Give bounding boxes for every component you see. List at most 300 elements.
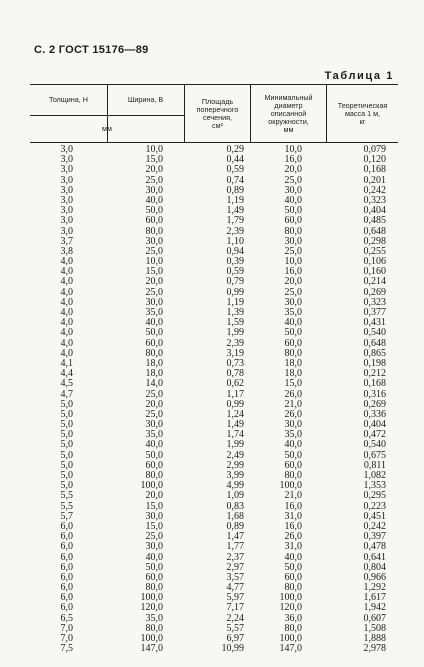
- table-header: [30, 84, 398, 143]
- cell-mass: 0,397: [363, 531, 386, 543]
- cell-width: 60,0: [145, 215, 163, 227]
- cell-area: 1,77: [226, 541, 244, 553]
- cell-mass: 0,160: [363, 266, 386, 278]
- cell-width: 50,0: [145, 449, 163, 461]
- cell-diameter: 100,0: [279, 633, 302, 644]
- cell-width: 30,0: [145, 184, 163, 196]
- cell-area: 0,59: [226, 164, 244, 176]
- cell-width: 60,0: [145, 337, 163, 349]
- cell-width: 20,0: [145, 398, 163, 410]
- cell-thickness: 5,7: [60, 510, 73, 522]
- cell-width: 35,0: [145, 612, 163, 624]
- cell-thickness: 6,0: [60, 602, 73, 614]
- table-row: [30, 440, 398, 450]
- cell-mass: 0,198: [363, 357, 386, 369]
- table-row: [30, 583, 398, 593]
- cell-width: 80,0: [145, 225, 163, 237]
- page-header: С. 2 ГОСТ 15176—89: [34, 44, 149, 56]
- cell-mass: 0,120: [363, 154, 386, 166]
- cell-mass: 0,168: [363, 164, 386, 176]
- cell-mass: 0,472: [363, 429, 386, 441]
- cell-mass: 0,323: [363, 194, 386, 206]
- cell-width: 25,0: [145, 531, 163, 543]
- cell-width: 35,0: [145, 307, 163, 318]
- table-row: [30, 328, 398, 338]
- cell-thickness: 5,5: [60, 490, 73, 502]
- cell-diameter: 40,0: [284, 194, 302, 206]
- cell-width: 40,0: [145, 551, 163, 563]
- table-row: [30, 593, 398, 603]
- cell-diameter: 25,0: [284, 245, 302, 257]
- cell-diameter: 10,0: [284, 144, 302, 155]
- cell-width: 100,0: [140, 480, 163, 492]
- cell-diameter: 40,0: [284, 551, 302, 563]
- cell-area: 0,83: [226, 500, 244, 512]
- cell-area: 1,68: [226, 510, 244, 522]
- cell-mass: 0,648: [363, 225, 386, 237]
- cell-width: 40,0: [145, 317, 163, 329]
- table-row: [30, 277, 398, 287]
- table-row: [30, 502, 398, 512]
- table-row: [30, 196, 398, 206]
- cell-area: 2,49: [226, 449, 244, 461]
- table-row: [30, 553, 398, 563]
- cell-width: 10,0: [145, 256, 163, 268]
- cell-mass: 0,540: [363, 327, 386, 339]
- table-row: [30, 318, 398, 328]
- cell-thickness: 4,4: [60, 368, 73, 380]
- cell-mass: 0,431: [363, 317, 386, 329]
- header-mass-line: кг: [359, 116, 366, 126]
- table-row: [30, 298, 398, 308]
- cell-diameter: 50,0: [284, 449, 302, 461]
- table-caption: Таблица 1: [324, 70, 394, 82]
- cell-diameter: 80,0: [284, 582, 302, 594]
- cell-width: 50,0: [145, 327, 163, 339]
- table-row: [30, 390, 398, 400]
- cell-thickness: 4,0: [60, 327, 73, 339]
- cell-mass: 1,888: [363, 633, 386, 644]
- cell-area: 1,10: [226, 235, 244, 247]
- cell-width: 15,0: [145, 500, 163, 512]
- cell-mass: 0,451: [363, 510, 386, 522]
- cell-area: 0,74: [226, 174, 244, 186]
- cell-diameter: 20,0: [284, 276, 302, 288]
- header-unit-mm: мм: [102, 124, 112, 133]
- cell-mass: 0,079: [363, 144, 386, 155]
- cell-diameter: 30,0: [284, 235, 302, 247]
- cell-mass: 0,478: [363, 541, 386, 553]
- cell-diameter: 18,0: [284, 368, 302, 380]
- table-row: [30, 522, 398, 532]
- cell-area: 1,09: [226, 490, 244, 502]
- cell-width: 25,0: [145, 286, 163, 298]
- cell-area: 1,24: [226, 408, 244, 420]
- table-row: [30, 288, 398, 298]
- header-area-line: поперечного: [196, 104, 239, 114]
- cell-area: 3,99: [226, 470, 244, 481]
- table-row: [30, 614, 398, 624]
- cell-area: 3,57: [226, 571, 244, 583]
- cell-width: 50,0: [145, 561, 163, 573]
- table-row: [30, 644, 398, 654]
- table-row: [30, 308, 398, 318]
- cell-width: 18,0: [145, 357, 163, 369]
- table-row: [30, 400, 398, 410]
- cell-mass: 2,978: [363, 643, 386, 655]
- cell-mass: 0,804: [363, 561, 386, 573]
- header-diameter-line: описанной: [270, 108, 307, 118]
- cell-thickness: 3,0: [60, 215, 73, 227]
- header-mass-line: масса 1 м,: [344, 108, 381, 118]
- cell-diameter: 20,0: [284, 164, 302, 176]
- table-row: [30, 430, 398, 440]
- cell-area: 1,49: [226, 419, 244, 431]
- cell-mass: 0,641: [363, 551, 386, 563]
- cell-thickness: 3,0: [60, 144, 73, 155]
- cell-thickness: 5,0: [60, 408, 73, 420]
- cell-thickness: 6,0: [60, 592, 73, 604]
- cell-mass: 1,353: [363, 480, 386, 492]
- header-area: [185, 85, 250, 142]
- cell-width: 25,0: [145, 408, 163, 420]
- cell-thickness: 4,7: [60, 388, 73, 400]
- table-row: [30, 603, 398, 613]
- cell-area: 0,59: [226, 266, 244, 278]
- cell-thickness: 4,0: [60, 286, 73, 298]
- table-row: [30, 542, 398, 552]
- header-thickness: Толщина, Н: [49, 95, 88, 104]
- cell-diameter: 60,0: [284, 459, 302, 471]
- header-diameter: [251, 85, 326, 142]
- cell-area: 0,29: [226, 144, 244, 155]
- cell-area: 1,49: [226, 205, 244, 217]
- cell-thickness: 4,0: [60, 296, 73, 308]
- cell-mass: 1,292: [363, 582, 386, 594]
- cell-diameter: 30,0: [284, 296, 302, 308]
- cell-thickness: 5,0: [60, 439, 73, 451]
- cell-area: 0,44: [226, 154, 244, 166]
- table-row: [30, 186, 398, 196]
- cell-thickness: 7,5: [60, 643, 73, 655]
- cell-width: 30,0: [145, 510, 163, 522]
- cell-thickness: 3,7: [60, 235, 73, 247]
- cell-width: 80,0: [145, 470, 163, 481]
- table-row: [30, 451, 398, 461]
- cell-mass: 1,082: [363, 470, 386, 481]
- cell-area: 0,94: [226, 245, 244, 257]
- cell-thickness: 3,0: [60, 154, 73, 166]
- cell-area: 1,19: [226, 296, 244, 308]
- header-area-line: Площадь: [201, 96, 234, 106]
- cell-area: 1,19: [226, 194, 244, 206]
- cell-width: 120,0: [140, 602, 163, 614]
- cell-thickness: 5,0: [60, 459, 73, 471]
- cell-width: 30,0: [145, 541, 163, 553]
- cell-area: 2,99: [226, 459, 244, 471]
- cell-width: 18,0: [145, 368, 163, 380]
- cell-area: 1,79: [226, 215, 244, 227]
- cell-diameter: 50,0: [284, 561, 302, 573]
- cell-width: 10,0: [145, 144, 163, 155]
- cell-diameter: 16,0: [284, 154, 302, 166]
- cell-diameter: 100,0: [279, 592, 302, 604]
- cell-mass: 0,298: [363, 235, 386, 247]
- cell-mass: 0,255: [363, 245, 386, 257]
- cell-diameter: 21,0: [284, 398, 302, 410]
- header-mass-line: Теоретическая: [337, 100, 388, 110]
- cell-width: 30,0: [145, 235, 163, 247]
- cell-thickness: 3,0: [60, 174, 73, 186]
- cell-mass: 0,214: [363, 276, 386, 288]
- cell-diameter: 26,0: [284, 408, 302, 420]
- cell-diameter: 30,0: [284, 184, 302, 196]
- cell-mass: 0,404: [363, 419, 386, 431]
- cell-mass: 0,336: [363, 408, 386, 420]
- cell-diameter: 31,0: [284, 510, 302, 522]
- header-diameter-line: окружности,: [268, 116, 309, 126]
- cell-diameter: 40,0: [284, 439, 302, 451]
- cell-area: 0,78: [226, 368, 244, 380]
- cell-thickness: 7,0: [60, 622, 73, 634]
- cell-thickness: 4,0: [60, 337, 73, 349]
- cell-width: 60,0: [145, 459, 163, 471]
- cell-diameter: 147,0: [279, 643, 302, 655]
- cell-width: 14,0: [145, 378, 163, 390]
- table-body: [30, 145, 398, 654]
- cell-area: 6,97: [226, 633, 244, 644]
- cell-width: 30,0: [145, 419, 163, 431]
- header-mass: [327, 85, 398, 142]
- cell-width: 147,0: [140, 643, 163, 655]
- cell-diameter: 80,0: [284, 225, 302, 237]
- cell-diameter: 120,0: [279, 602, 302, 614]
- cell-area: 0,73: [226, 357, 244, 369]
- cell-diameter: 60,0: [284, 337, 302, 349]
- cell-mass: 0,242: [363, 520, 386, 532]
- table-row: [30, 216, 398, 226]
- table-row: [30, 227, 398, 237]
- cell-thickness: 4,0: [60, 317, 73, 329]
- cell-area: 5,57: [226, 622, 244, 634]
- cell-thickness: 6,0: [60, 582, 73, 594]
- cell-thickness: 6,5: [60, 612, 73, 624]
- cell-area: 0,79: [226, 276, 244, 288]
- cell-area: 7,17: [226, 602, 244, 614]
- table-row: [30, 573, 398, 583]
- cell-mass: 0,865: [363, 347, 386, 359]
- cell-thickness: 6,0: [60, 571, 73, 583]
- cell-diameter: 35,0: [284, 307, 302, 318]
- cell-mass: 0,212: [363, 368, 386, 380]
- table-row: [30, 369, 398, 379]
- cell-area: 2,39: [226, 225, 244, 237]
- cell-area: 1,47: [226, 531, 244, 543]
- cell-thickness: 6,0: [60, 561, 73, 573]
- cell-diameter: 31,0: [284, 541, 302, 553]
- cell-width: 50,0: [145, 205, 163, 217]
- cell-area: 1,99: [226, 439, 244, 451]
- table-row: [30, 379, 398, 389]
- table-row: [30, 145, 398, 155]
- cell-mass: 0,648: [363, 337, 386, 349]
- cell-area: 1,59: [226, 317, 244, 329]
- cell-diameter: 18,0: [284, 357, 302, 369]
- table-row: [30, 481, 398, 491]
- cell-thickness: 3,0: [60, 164, 73, 176]
- cell-thickness: 3,8: [60, 245, 73, 257]
- cell-mass: 0,106: [363, 256, 386, 268]
- cell-diameter: 36,0: [284, 612, 302, 624]
- header-diameter-line: диаметр: [274, 100, 303, 110]
- cell-width: 40,0: [145, 194, 163, 206]
- cell-mass: 0,269: [363, 286, 386, 298]
- table-row: [30, 165, 398, 175]
- cell-thickness: 3,0: [60, 205, 73, 217]
- cell-width: 80,0: [145, 582, 163, 594]
- cell-width: 60,0: [145, 571, 163, 583]
- table-row: [30, 339, 398, 349]
- cell-area: 2,24: [226, 612, 244, 624]
- cell-diameter: 16,0: [284, 520, 302, 532]
- cell-area: 0,99: [226, 286, 244, 298]
- table-row: [30, 420, 398, 430]
- cell-area: 10,99: [221, 643, 244, 655]
- cell-width: 20,0: [145, 164, 163, 176]
- cell-area: 0,39: [226, 256, 244, 268]
- table-row: [30, 512, 398, 522]
- cell-thickness: 6,0: [60, 531, 73, 543]
- cell-mass: 0,201: [363, 174, 386, 186]
- table-row: [30, 257, 398, 267]
- cell-area: 0,62: [226, 378, 244, 390]
- cell-diameter: 16,0: [284, 500, 302, 512]
- cell-mass: 0,485: [363, 215, 386, 227]
- cell-width: 25,0: [145, 245, 163, 257]
- table-row: [30, 471, 398, 481]
- cell-width: 15,0: [145, 520, 163, 532]
- cell-diameter: 40,0: [284, 317, 302, 329]
- cell-mass: 0,404: [363, 205, 386, 217]
- cell-width: 15,0: [145, 266, 163, 278]
- cell-mass: 0,323: [363, 296, 386, 308]
- cell-diameter: 100,0: [279, 480, 302, 492]
- table-row: [30, 624, 398, 634]
- cell-area: 1,99: [226, 327, 244, 339]
- cell-thickness: 6,0: [60, 520, 73, 532]
- cell-diameter: 80,0: [284, 470, 302, 481]
- table-row: [30, 155, 398, 165]
- cell-diameter: 25,0: [284, 286, 302, 298]
- cell-thickness: 3,0: [60, 225, 73, 237]
- table-row: [30, 176, 398, 186]
- table-row: [30, 359, 398, 369]
- cell-width: 25,0: [145, 174, 163, 186]
- cell-thickness: 3,0: [60, 184, 73, 196]
- cell-thickness: 5,0: [60, 480, 73, 492]
- cell-width: 80,0: [145, 622, 163, 634]
- cell-area: 0,89: [226, 520, 244, 532]
- cell-mass: 0,540: [363, 439, 386, 451]
- cell-thickness: 5,5: [60, 500, 73, 512]
- table-row: [30, 563, 398, 573]
- cell-thickness: 4,5: [60, 378, 73, 390]
- cell-area: 0,89: [226, 184, 244, 196]
- header-diameter-line: мм: [283, 124, 294, 134]
- table-row: [30, 634, 398, 644]
- cell-diameter: 26,0: [284, 531, 302, 543]
- cell-mass: 0,242: [363, 184, 386, 196]
- cell-width: 20,0: [145, 490, 163, 502]
- cell-mass: 0,269: [363, 398, 386, 410]
- cell-width: 30,0: [145, 296, 163, 308]
- cell-thickness: 6,0: [60, 541, 73, 553]
- cell-area: 2,39: [226, 337, 244, 349]
- cell-width: 80,0: [145, 347, 163, 359]
- cell-thickness: 7,0: [60, 633, 73, 644]
- cell-thickness: 4,0: [60, 276, 73, 288]
- header-area-line: сечения,: [203, 112, 232, 122]
- cell-width: 100,0: [140, 592, 163, 604]
- cell-diameter: 50,0: [284, 205, 302, 217]
- cell-mass: 0,811: [363, 459, 386, 471]
- cell-diameter: 16,0: [284, 266, 302, 278]
- cell-thickness: 5,0: [60, 398, 73, 410]
- cell-area: 4,77: [226, 582, 244, 594]
- cell-thickness: 5,0: [60, 419, 73, 431]
- cell-area: 2,37: [226, 551, 244, 563]
- cell-area: 1,39: [226, 307, 244, 318]
- cell-thickness: 4,0: [60, 256, 73, 268]
- cell-diameter: 30,0: [284, 419, 302, 431]
- cell-mass: 1,508: [363, 622, 386, 634]
- cell-mass: 1,617: [363, 592, 386, 604]
- cell-mass: 0,316: [363, 388, 386, 400]
- cell-area: 3,19: [226, 347, 244, 359]
- cell-mass: 0,223: [363, 500, 386, 512]
- cell-thickness: 5,0: [60, 429, 73, 441]
- cell-thickness: 6,0: [60, 551, 73, 563]
- cell-width: 35,0: [145, 429, 163, 441]
- table-row: [30, 532, 398, 542]
- cell-thickness: 4,1: [60, 357, 73, 369]
- cell-diameter: 60,0: [284, 215, 302, 227]
- cell-diameter: 80,0: [284, 622, 302, 634]
- cell-diameter: 50,0: [284, 327, 302, 339]
- cell-width: 25,0: [145, 388, 163, 400]
- cell-thickness: 3,0: [60, 194, 73, 206]
- cell-mass: 0,675: [363, 449, 386, 461]
- cell-thickness: 5,0: [60, 449, 73, 461]
- table-row: [30, 349, 398, 359]
- cell-width: 40,0: [145, 439, 163, 451]
- cell-mass: 0,295: [363, 490, 386, 502]
- cell-diameter: 10,0: [284, 256, 302, 268]
- table-row: [30, 237, 398, 247]
- header-area-line: см²: [212, 120, 223, 130]
- cell-mass: 0,607: [363, 612, 386, 624]
- header-diameter-line: Минимальный: [264, 92, 313, 102]
- cell-diameter: 80,0: [284, 347, 302, 359]
- cell-thickness: 4,0: [60, 347, 73, 359]
- cell-area: 1,17: [226, 388, 244, 400]
- cell-diameter: 35,0: [284, 429, 302, 441]
- cell-thickness: 4,0: [60, 266, 73, 278]
- cell-width: 20,0: [145, 276, 163, 288]
- header-width: Ширина, В: [127, 95, 164, 104]
- cell-diameter: 15,0: [284, 378, 302, 390]
- cell-width: 100,0: [140, 633, 163, 644]
